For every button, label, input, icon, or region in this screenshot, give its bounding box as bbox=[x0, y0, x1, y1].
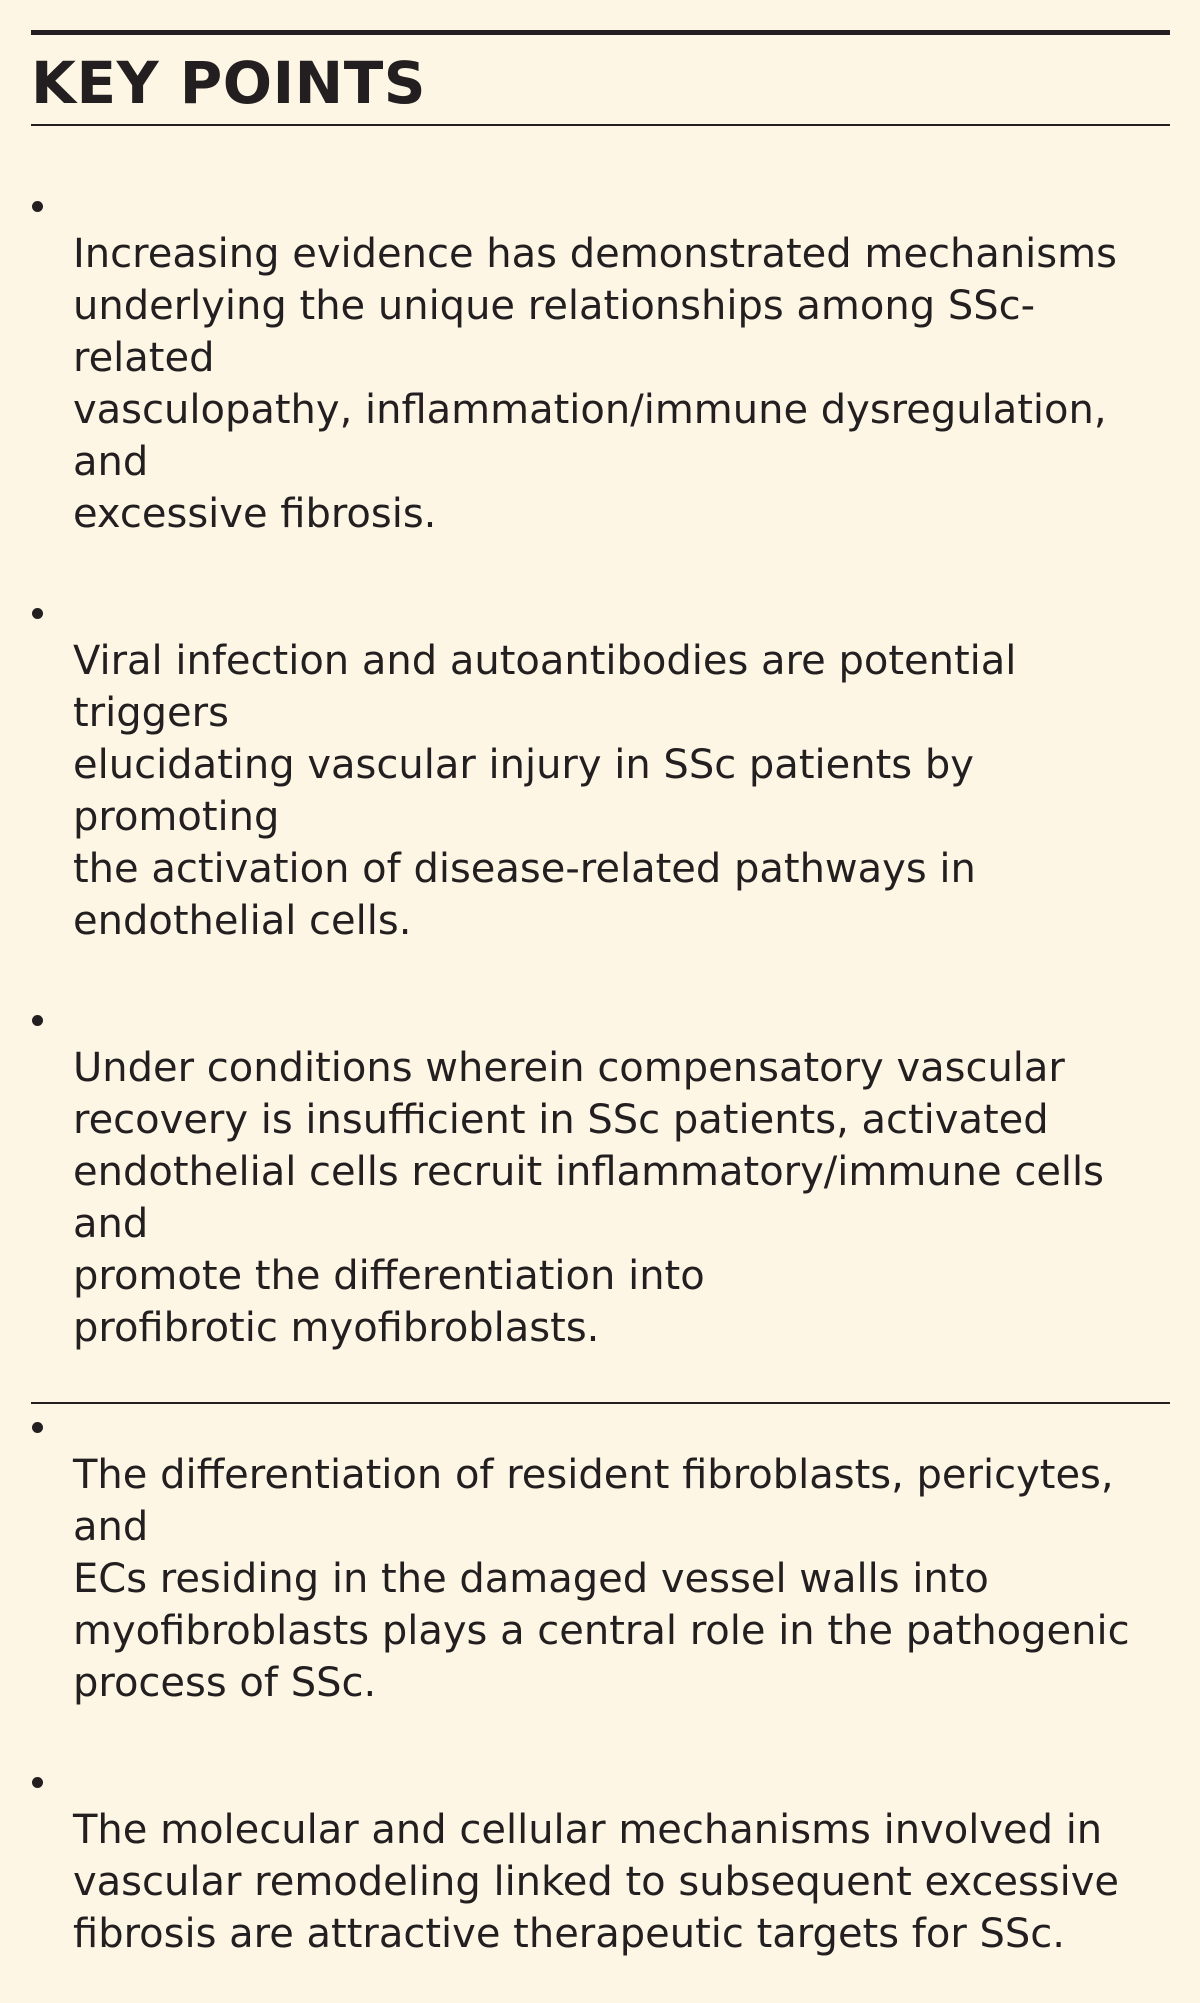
bullet-icon bbox=[32, 201, 43, 212]
key-point-text: Viral infection and autoantibodies are potential triggers elucidating vascular injury in SSc patients by promoting the activation of disease-related pathways in endothelial cells. bbox=[73, 638, 1017, 944]
key-points-heading: KEY POINTS bbox=[31, 49, 427, 117]
key-point-text: The molecular and cellular mechanisms involved in vascular remodeling linked to subsequent excessive fibrosis are attractive therapeutic targets for SSc. bbox=[73, 1807, 1120, 1957]
bottom-rule bbox=[31, 1402, 1170, 1404]
key-points-box bbox=[31, 0, 1170, 1957]
key-point-item bbox=[31, 1752, 1170, 1960]
key-point-item bbox=[31, 583, 1170, 947]
key-point-text: Under conditions wherein compensatory vascular recovery is insufficient in SSc patients, activated endothelial cells recruit inflammatory/immune cells and promote the differentiation into profibrotic myofibroblasts. bbox=[73, 1045, 1104, 1351]
key-point-item bbox=[31, 990, 1170, 1354]
key-points-list bbox=[31, 176, 1170, 2003]
key-point-text: Increasing evidence has demonstrated mechanisms underlying the unique relationships among SSc-related vasculopathy, inflammation/immune dysregulation, and excessive fibrosis. bbox=[73, 231, 1117, 537]
bullet-icon bbox=[32, 1422, 43, 1433]
top-rule bbox=[31, 30, 1170, 35]
bullet-icon bbox=[32, 1015, 43, 1026]
key-point-text: The differentiation of resident fibroblasts, pericytes, and ECs residing in the damaged vessel walls into myofibroblasts plays a central role in the pathogenic process of SSc. bbox=[73, 1452, 1130, 1706]
key-point-item bbox=[31, 176, 1170, 540]
bullet-icon bbox=[32, 608, 43, 619]
key-point-item bbox=[31, 1397, 1170, 1709]
bullet-icon bbox=[32, 1777, 43, 1788]
heading-rule bbox=[31, 124, 1170, 126]
